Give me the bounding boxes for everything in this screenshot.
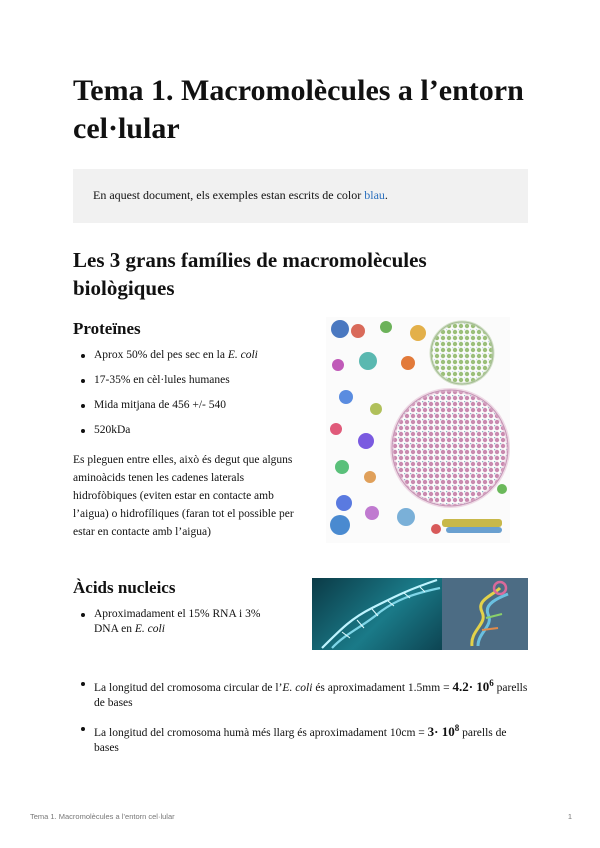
list-item: 17-35% en cèl·lules humanes bbox=[73, 373, 303, 388]
nucleic-list bbox=[73, 607, 283, 637]
protein-structures-image bbox=[326, 317, 510, 543]
rna-structure-image bbox=[442, 578, 528, 650]
proteins-list bbox=[73, 348, 303, 438]
list-item: Mida mitjana de 456 +/- 540 bbox=[73, 398, 303, 413]
section-title: Les 3 grans famílies de macromolècules biològiques bbox=[73, 248, 427, 300]
note-text bbox=[93, 188, 388, 203]
proteins-paragraph: Es pleguen entre elles, això és degut que alguns aminoàcids tenen les cadenes laterals hidrofòbiques (eviten estar en contacte amb l’aigua) o hidrofíliques (faran tot el possible per estar en contacte amb l’aigua) bbox=[73, 454, 294, 538]
protein-structures-illustration bbox=[326, 317, 510, 543]
note-suffix: . bbox=[384, 188, 388, 202]
nucleic-list-2 bbox=[73, 676, 528, 756]
nucleic-heading: Àcids nucleics bbox=[73, 578, 176, 597]
list-item: La longitud del cromosoma humà més llarg és aproximadament $10cm = 3\cdot 10^8$ parells de bases bbox=[73, 721, 528, 756]
page-number: 1 bbox=[567, 812, 572, 821]
list-item: Aproximadament el 15% RNA i 3% DNA en E. coli bbox=[73, 607, 283, 637]
dna-helix-illustration bbox=[312, 578, 442, 650]
page-title: Tema 1. Macromolècules a l’entorn cel·lular bbox=[73, 74, 524, 145]
note-box bbox=[73, 169, 528, 223]
note-prefix: En aquest document, els exemples estan escrits de color bbox=[93, 188, 365, 202]
footer-title: Tema 1. Macromolècules a l’entorn cel·lular bbox=[30, 812, 175, 821]
list-item: La longitud del cromosoma circular de l’E. coli és aproximadament $1.5mm = 4.2\cdot 10^6$ parells de bases bbox=[73, 676, 528, 711]
note-highlight: blau bbox=[364, 188, 385, 202]
list-item: 520kDa bbox=[73, 423, 303, 438]
rna-structure-illustration bbox=[442, 578, 528, 650]
dna-helix-image bbox=[312, 578, 442, 650]
list-item: Aprox 50% del pes sec en la E. coli bbox=[73, 348, 303, 363]
proteins-heading: Proteïnes bbox=[73, 319, 141, 338]
